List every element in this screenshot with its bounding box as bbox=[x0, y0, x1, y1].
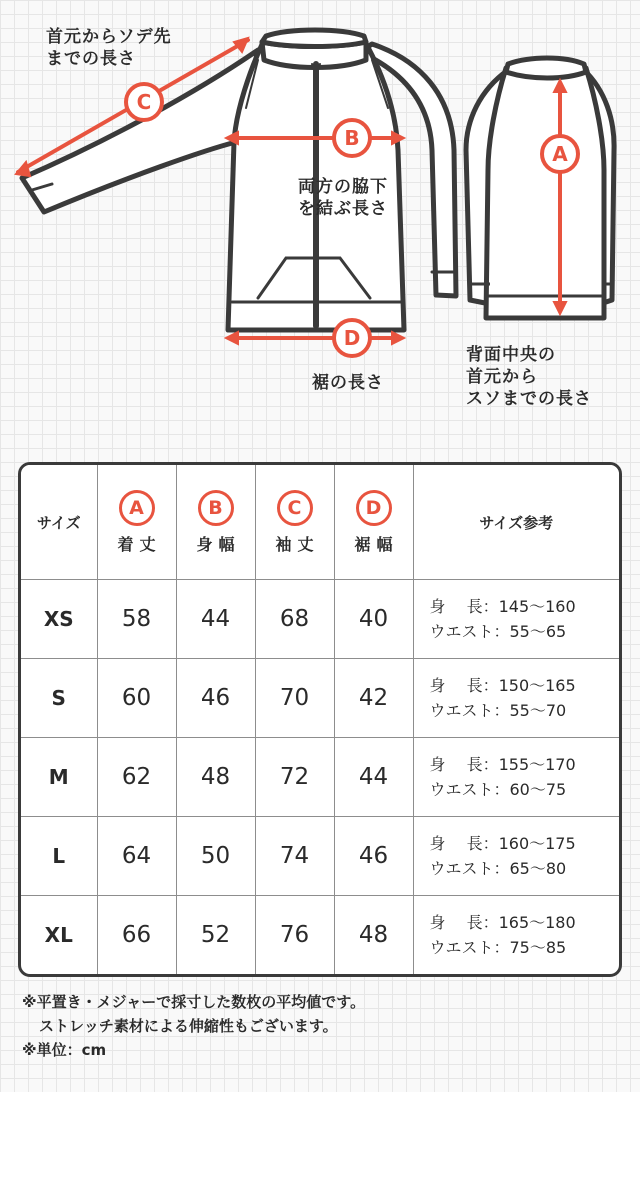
length-cell: 62 bbox=[97, 738, 176, 817]
footnotes bbox=[22, 990, 365, 1062]
height-range: 身 長：155～170 bbox=[429, 755, 576, 774]
reference-cell bbox=[413, 817, 619, 896]
label-body-length: 背面中央の 首元から スソまでの長さ bbox=[466, 345, 592, 409]
size-cell: L bbox=[21, 817, 97, 896]
reference-cell bbox=[413, 659, 619, 738]
table-row bbox=[21, 738, 619, 817]
waist-range: ウエスト：55～70 bbox=[429, 701, 567, 720]
length-cell: 60 bbox=[97, 659, 176, 738]
chest-cell: 44 bbox=[176, 580, 255, 659]
header-size: サイズ bbox=[21, 465, 97, 580]
hem-cell: 48 bbox=[334, 896, 413, 975]
table-header-row bbox=[21, 465, 619, 580]
chest-cell: 48 bbox=[176, 738, 255, 817]
height-range: 身 長：150～165 bbox=[429, 676, 576, 695]
note-measurement: ※平置き・メジャーで採寸した数枚の平均値です。 bbox=[22, 993, 366, 1011]
marker-c-text: C bbox=[136, 90, 152, 114]
chest-cell: 50 bbox=[176, 817, 255, 896]
label-chest-width: 両方の脇下 を結ぶ長さ bbox=[298, 177, 388, 219]
size-cell: S bbox=[21, 659, 97, 738]
waist-range: ウエスト：60～75 bbox=[429, 780, 567, 799]
header-size-reference: サイズ参考 bbox=[413, 465, 619, 580]
label-sleeve-length: 首元からソデ先 までの長さ bbox=[46, 27, 172, 69]
sleeve-cell: 72 bbox=[255, 738, 334, 817]
label-hem-width: 裾の長さ bbox=[312, 373, 384, 393]
header-c-label: 袖丈 bbox=[275, 534, 320, 554]
size-cell: XL bbox=[21, 896, 97, 975]
chest-cell: 46 bbox=[176, 659, 255, 738]
sleeve-cell: 68 bbox=[255, 580, 334, 659]
height-range: 身 長：145～160 bbox=[429, 597, 576, 616]
size-cell: XS bbox=[21, 580, 97, 659]
hem-cell: 46 bbox=[334, 817, 413, 896]
reference-cell bbox=[413, 738, 619, 817]
marker-a-text: A bbox=[552, 142, 568, 166]
table-row bbox=[21, 659, 619, 738]
table-row bbox=[21, 817, 619, 896]
height-range: 身 長：160～175 bbox=[429, 834, 576, 853]
length-cell: 66 bbox=[97, 896, 176, 975]
header-d-marker: D bbox=[356, 490, 392, 526]
height-range: 身 長：165～180 bbox=[429, 913, 576, 932]
note-unit: ※単位：cm bbox=[22, 1041, 107, 1059]
header-a-label: 着丈 bbox=[117, 534, 162, 554]
header-d-label: 裾幅 bbox=[354, 534, 399, 554]
header-c bbox=[255, 465, 334, 580]
sleeve-cell: 70 bbox=[255, 659, 334, 738]
hem-cell: 40 bbox=[334, 580, 413, 659]
chest-cell: 52 bbox=[176, 896, 255, 975]
sleeve-cell: 76 bbox=[255, 896, 334, 975]
waist-range: ウエスト：55～65 bbox=[429, 622, 567, 641]
size-cell: M bbox=[21, 738, 97, 817]
waist-range: ウエスト：65～80 bbox=[429, 859, 567, 878]
table-row bbox=[21, 896, 619, 975]
length-cell: 64 bbox=[97, 817, 176, 896]
waist-range: ウエスト：75～85 bbox=[429, 938, 567, 957]
sleeve-cell: 74 bbox=[255, 817, 334, 896]
marker-d-text: D bbox=[343, 326, 361, 350]
front-jacket-drawing bbox=[22, 30, 456, 330]
header-c-marker: C bbox=[277, 490, 313, 526]
table-row bbox=[21, 580, 619, 659]
header-b bbox=[176, 465, 255, 580]
hem-cell: 42 bbox=[334, 659, 413, 738]
back-jacket-drawing bbox=[466, 58, 614, 318]
reference-cell bbox=[413, 896, 619, 975]
header-b-marker: B bbox=[198, 490, 234, 526]
header-a-marker: A bbox=[119, 490, 155, 526]
note-stretch: ストレッチ素材による伸縮性もございます。 bbox=[39, 1017, 338, 1035]
header-b-label: 身幅 bbox=[196, 534, 241, 554]
marker-b-text: B bbox=[344, 126, 360, 150]
header-a bbox=[97, 465, 176, 580]
header-d bbox=[334, 465, 413, 580]
length-cell: 58 bbox=[97, 580, 176, 659]
hem-cell: 44 bbox=[334, 738, 413, 817]
reference-cell bbox=[413, 580, 619, 659]
size-table bbox=[18, 462, 622, 977]
